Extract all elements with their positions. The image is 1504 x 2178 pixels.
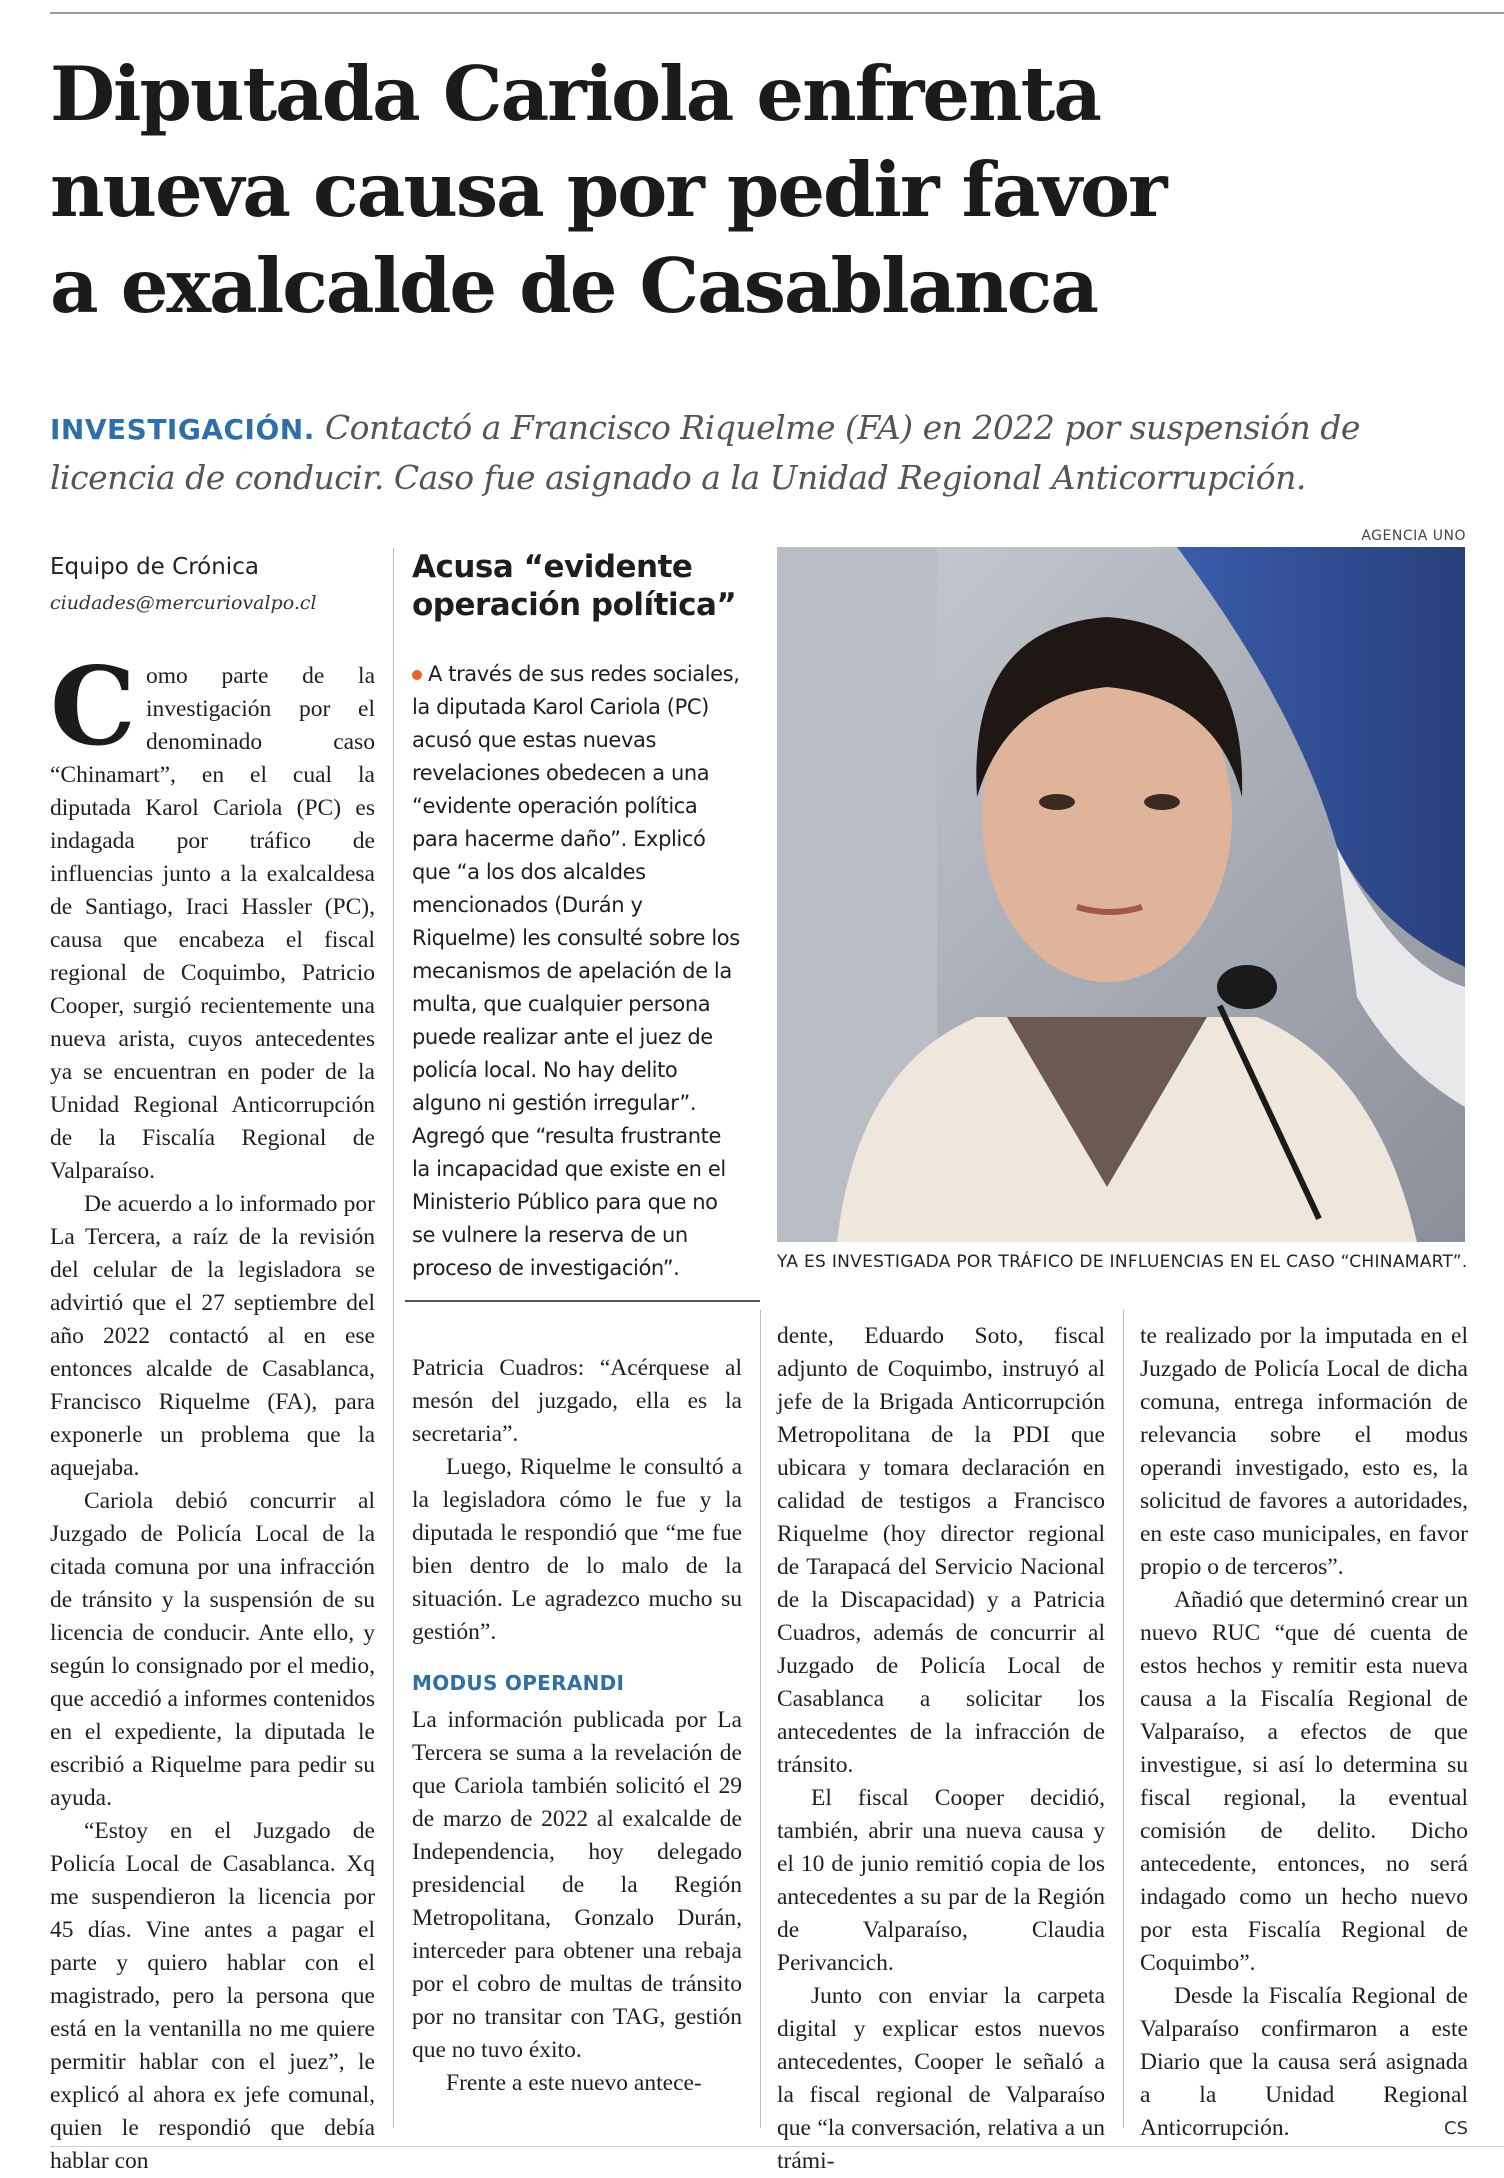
bullet-icon (412, 670, 422, 680)
byline: Equipo de Crónica (50, 554, 259, 580)
paragraph: Luego, Riquelme le consultó a la legisladora cómo le fue y la diputada le respondió que “me fue bien dentro de lo malo de la situación. Le agradezco mucho su gestión”. (412, 1454, 742, 1645)
section-subhead: MODUS OPERANDI (412, 1671, 625, 1695)
column-divider (393, 548, 394, 2128)
kicker: INVESTIGACIÓN. (50, 413, 315, 446)
dek-text: Contactó a Francisco Riquelme (FA) en 2022 por suspensión de licencia de conducir. Caso fue asignado a la Unidad Regional Anticorrupción. (50, 408, 1360, 497)
sidebar-paragraph: A través de sus redes sociales, la diputada Karol Cariola (PC) acusó que estas nuevas revelaciones obedecen a una “evidente operación política para hacerme daño”. Explicó que “a los dos alcaldes mencionados (Durán y Riquelme) les consulté sobre los mecanismos de apelación de la multa, que cualquier persona puede realizar ante el juez de policía local. No hay delito alguno ni gestión irregular”. Agregó que “resulta frustrante la incapacidad que existe en el Ministerio Público para que no se vulnere la reserva de un proceso de investigación”. (412, 662, 740, 1280)
headline-line: nueva causa por pedir favor (50, 146, 1166, 234)
article-column-3 (777, 1320, 1105, 2178)
paragraph: te realizado por la imputada en el Juzgado de Policía Local de dicha comuna, entrega información de relevancia sobre el modus operandi investigado, esto es, la solicitud de favores a autoridades, en este caso municipales, en favor propio o de terceros”. (1140, 1323, 1468, 1580)
paragraph: Patricia Cuadros: “Acérquese al mesón del juzgado, ella es la secretaria”. (412, 1355, 742, 1447)
article-column-1 (50, 644, 375, 2178)
article-column-4 (1140, 1320, 1468, 2145)
headline-line: a exalcalde de Casablanca (50, 242, 1097, 330)
bottom-rule (50, 2146, 1504, 2147)
end-mark: CS (1444, 2118, 1468, 2139)
paragraph: Como parte de la investigación por el denominado caso “Chinamart”, en el cual la diputada Karol Cariola (PC) es indagada por tráfico de influencias junto a la exalcaldesa de Santiago, Iraci Hassler (PC), causa que encabeza el fiscal regional de Coquimbo, Patricio Cooper, surgió recientemente una nueva arista, cuyos antecedentes ya se encuentran en poder de la Unidad Regional Anticorrupción de la Fiscalía Regional de Valparaíso. (50, 644, 375, 1184)
column-divider (1123, 1310, 1124, 2128)
column-divider (760, 1310, 761, 2128)
paragraph: Desde la Fiscalía Regional de Valparaíso confirmaron a este Diario que la causa será asignada a la Unidad Regional Anticorrupción. CS (1140, 1980, 1468, 2145)
paragraph: Junto con enviar la carpeta digital y explicar estos nuevos antecedentes, Cooper le señaló a la fiscal regional de Valparaíso que “la conversación, relativa a un trámi- (777, 1983, 1105, 2174)
portrait-image (777, 547, 1465, 1242)
author-email[interactable]: ciudades@mercuriovalpo.cl (50, 592, 317, 614)
paragraph: “Estoy en el Juzgado de Policía Local de Casablanca. Xq me suspendieron la licencia por 45 días. Vine antes a pagar el parte y quiero hablar con el magistrado, pero la persona que está en la ventanilla no me quiere permitir hablar con el juez”, le explicó al ahora ex jefe comunal, quien le respondió que debía hablar con (50, 1818, 375, 2174)
paragraph: dente, Eduardo Soto, fiscal adjunto de Coquimbo, instruyó al jefe de la Brigada Anticorrupción Metropolitana de la PDI que ubicara y tomara declaración en calidad de testigos a Francisco Riquelme (hoy director regional de Tarapacá del Servicio Nacional de la Discapacidad) y a Patricia Cuadros, además de concurrir al Juzgado de Policía Local de Casablanca a solicitar los antecedentes de la infracción de tránsito. (777, 1323, 1105, 1778)
subheadline (50, 404, 1470, 502)
paragraph: Añadió que determinó crear un nuevo RUC “que dé cuenta de estos hechos y remitir esta nueva causa a la Fiscalía Regional de Valparaíso, a efectos de que investigue, si así lo determina su fiscal regional, la eventual comisión de delito. Dicho antecedente, entonces, no será indagado como un hecho nuevo por esta Fiscalía Regional de Coquimbo”. (1140, 1587, 1468, 1976)
sidebar-divider (405, 1300, 760, 1302)
paragraph: Cariola debió concurrir al Juzgado de Policía Local de la citada comuna por una infracción de tránsito y la suspensión de su licencia de conducir. Ante ello, y según lo consignado por el medio, que accedió a informes contenidos en el expediente, la diputada le escribió a Riquelme para pedir su ayuda. (50, 1488, 375, 1811)
headline-line: Diputada Cariola enfrenta (50, 50, 1100, 138)
paragraph: El fiscal Cooper decidió, también, abrir una nueva causa y el 10 de junio remitió copia de los antecedentes a su par de la Región de Valparaíso, Claudia Perivancich. (777, 1785, 1105, 1976)
sidebar-text (412, 658, 742, 1285)
headline (50, 46, 1450, 334)
photo-credit: AGENCIA UNO (1361, 528, 1466, 544)
article-column-2 (412, 1352, 742, 2100)
sidebar-title: Acusa “evidente operación política” (412, 549, 737, 623)
photo-caption: YA ES INVESTIGADA POR TRÁFICO DE INFLUENCIAS EN EL CASO “CHINAMART”. (777, 1252, 1468, 1272)
paragraph: De acuerdo a lo informado por La Tercera, a raíz de la revisión del celular de la legisladora se advirtió que el 27 septiembre del año 2022 contactó al en ese entonces alcalde de Casablanca, Francisco Riquelme (FA), para exponerle un problema que la aquejaba. (50, 1191, 375, 1481)
drop-cap: C (50, 644, 136, 770)
top-rule (50, 12, 1504, 14)
paragraph: Frente a este nuevo antece- (446, 2070, 702, 2096)
paragraph: La información publicada por La Tercera se suma a la revelación de que Cariola también solicitó el 29 de marzo de 2022 al exalcalde de Independencia, hoy delegado presidencial de la Región Metropolitana, Gonzalo Durán, interceder para obtener una rebaja por el cobro de multas de tránsito por no transitar con TAG, gestión que no tuvo éxito. (412, 1707, 742, 2063)
article-photo (777, 547, 1465, 1242)
